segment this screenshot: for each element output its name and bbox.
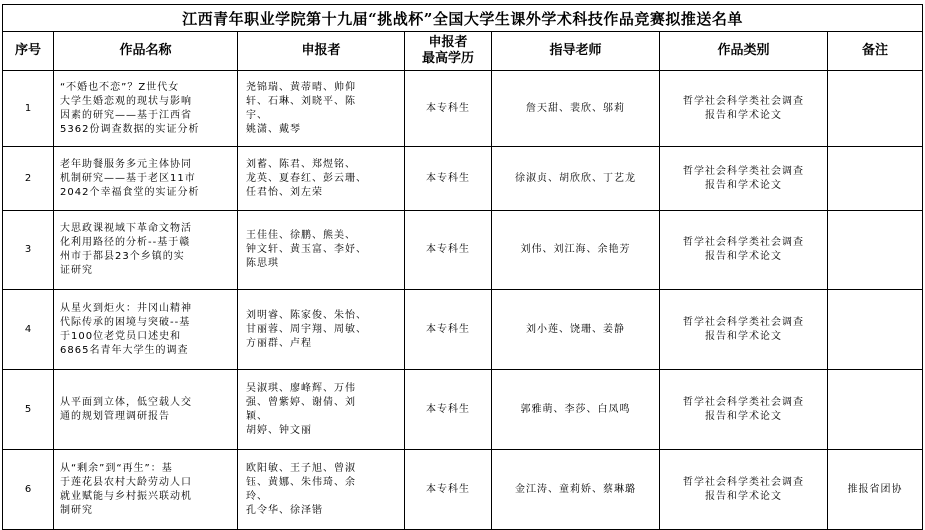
category-text: 哲学社会科学类社会调查 报告和学术论文 bbox=[683, 316, 804, 342]
row-note bbox=[828, 71, 923, 147]
header-row bbox=[3, 32, 923, 71]
row-work-name bbox=[54, 290, 238, 370]
table-row bbox=[3, 290, 923, 370]
row-applicant bbox=[238, 290, 405, 370]
work-name-text: 从星火到炬火：井冈山精神 代际传承的困境与突破--基 于100位老党员口述史和 6865名青年大学生的调查 bbox=[60, 302, 192, 356]
table-row bbox=[3, 211, 923, 290]
row-work-name bbox=[54, 71, 238, 147]
row-note bbox=[828, 147, 923, 211]
header-work-name: 作品名称 bbox=[54, 32, 238, 71]
row-education: 本专科生 bbox=[405, 450, 492, 530]
header-note: 备注 bbox=[828, 32, 923, 71]
row-note bbox=[828, 290, 923, 370]
nomination-table bbox=[2, 4, 923, 530]
category-text: 哲学社会科学类社会调查 报告和学术论文 bbox=[683, 165, 804, 191]
row-work-name bbox=[54, 370, 238, 450]
table-row bbox=[3, 147, 923, 211]
table-row bbox=[3, 450, 923, 530]
row-no: 1 bbox=[3, 71, 54, 147]
row-work-name bbox=[54, 450, 238, 530]
row-applicant bbox=[238, 71, 405, 147]
row-note: 推报省团协 bbox=[828, 450, 923, 530]
applicant-text: 王佳佳、徐鹏、熊美、 钟文轩、黄玉富、李妤、 陈思琪 bbox=[246, 230, 367, 269]
row-teacher: 刘伟、刘江海、余艳芳 bbox=[492, 211, 660, 290]
work-name-text: 大思政课视域下革命文物活 化利用路径的分析--基于赣 州市于都县23个乡镇的实 证研究 bbox=[60, 223, 192, 276]
row-category bbox=[660, 211, 828, 290]
row-teacher: 刘小莲、饶珊、姜静 bbox=[492, 290, 660, 370]
category-text: 哲学社会科学类社会调查 报告和学术论文 bbox=[683, 95, 804, 121]
work-name-text: 从平面到立体，低空载人交 通的规划管理调研报告 bbox=[60, 396, 192, 422]
row-applicant bbox=[238, 450, 405, 530]
category-text: 哲学社会科学类社会调查 报告和学术论文 bbox=[683, 476, 804, 502]
row-no: 6 bbox=[3, 450, 54, 530]
row-education: 本专科生 bbox=[405, 211, 492, 290]
row-work-name bbox=[54, 147, 238, 211]
nomination-list-sheet bbox=[2, 4, 922, 530]
row-applicant bbox=[238, 370, 405, 450]
row-education: 本专科生 bbox=[405, 290, 492, 370]
category-text: 哲学社会科学类社会调查 报告和学术论文 bbox=[683, 396, 804, 422]
header-applicant: 申报者 bbox=[238, 32, 405, 71]
header-education-label: 申报者 最高学历 bbox=[421, 35, 474, 66]
applicant-text: 刘明睿、陈家俊、朱怡、 甘丽蓉、周宇翔、周敏、 方丽群、卢程 bbox=[246, 309, 367, 349]
table-row bbox=[3, 370, 923, 450]
header-education bbox=[405, 32, 492, 71]
applicant-text: 欧阳敏、王子旭、曾淑 钰、黄娜、朱伟琦、余 玲、 孔令华、徐泽锴 bbox=[246, 462, 356, 516]
row-no: 2 bbox=[3, 147, 54, 211]
row-category bbox=[660, 71, 828, 147]
row-teacher: 郭雅萌、李莎、白凤鸣 bbox=[492, 370, 660, 450]
table-row bbox=[3, 71, 923, 147]
applicant-text: 吴淑琪、廖峰辉、万伟 强、曾紫婷、谢倩、刘 颖、 胡婷、钟文丽 bbox=[246, 382, 356, 436]
row-teacher: 金江涛、童莉娇、蔡琳璐 bbox=[492, 450, 660, 530]
row-category bbox=[660, 147, 828, 211]
table-title: 江西青年职业学院第十九届“挑战杯”全国大学生课外学术科技作品竞赛拟推送名单 bbox=[3, 5, 923, 32]
work-name-text: 从“剩余”到“再生”：基 于莲花县农村大龄劳动人口 就业赋能与乡村振兴联动机 制研究 bbox=[60, 462, 192, 516]
row-no: 3 bbox=[3, 211, 54, 290]
row-applicant bbox=[238, 211, 405, 290]
applicant-text: 尧锦瑞、黄蒂晴、帅仰 轩、石琳、刘晓平、陈 宇、 姚潇、戴琴 bbox=[246, 81, 356, 135]
row-no: 5 bbox=[3, 370, 54, 450]
row-category bbox=[660, 370, 828, 450]
header-teacher: 指导老师 bbox=[492, 32, 660, 71]
applicant-text: 刘蓄、陈君、郑煜铭、 龙英、夏春红、彭云珊、 任君怡、刘左荣 bbox=[246, 158, 367, 198]
row-education: 本专科生 bbox=[405, 370, 492, 450]
category-text: 哲学社会科学类社会调查 报告和学术论文 bbox=[683, 237, 804, 262]
row-category bbox=[660, 450, 828, 530]
row-teacher: 徐淑贞、胡欣欣、丁艺龙 bbox=[492, 147, 660, 211]
work-name-text: 老年助餐服务多元主体协同 机制研究——基于老区11市 2042个幸福食堂的实证分析 bbox=[60, 158, 200, 198]
row-education: 本专科生 bbox=[405, 147, 492, 211]
row-note bbox=[828, 370, 923, 450]
row-applicant bbox=[238, 147, 405, 211]
header-category: 作品类别 bbox=[660, 32, 828, 71]
row-education: 本专科生 bbox=[405, 71, 492, 147]
row-teacher: 詹天甜、裴欣、邬莉 bbox=[492, 71, 660, 147]
row-note bbox=[828, 211, 923, 290]
row-no: 4 bbox=[3, 290, 54, 370]
work-name-text: “不婚也不恋”？Z世代女 大学生婚恋观的现状与影响 因素的研究——基于江西省 5362份调查数据的实证分析 bbox=[60, 81, 200, 135]
header-no: 序号 bbox=[3, 32, 54, 71]
row-category bbox=[660, 290, 828, 370]
row-work-name bbox=[54, 211, 238, 290]
